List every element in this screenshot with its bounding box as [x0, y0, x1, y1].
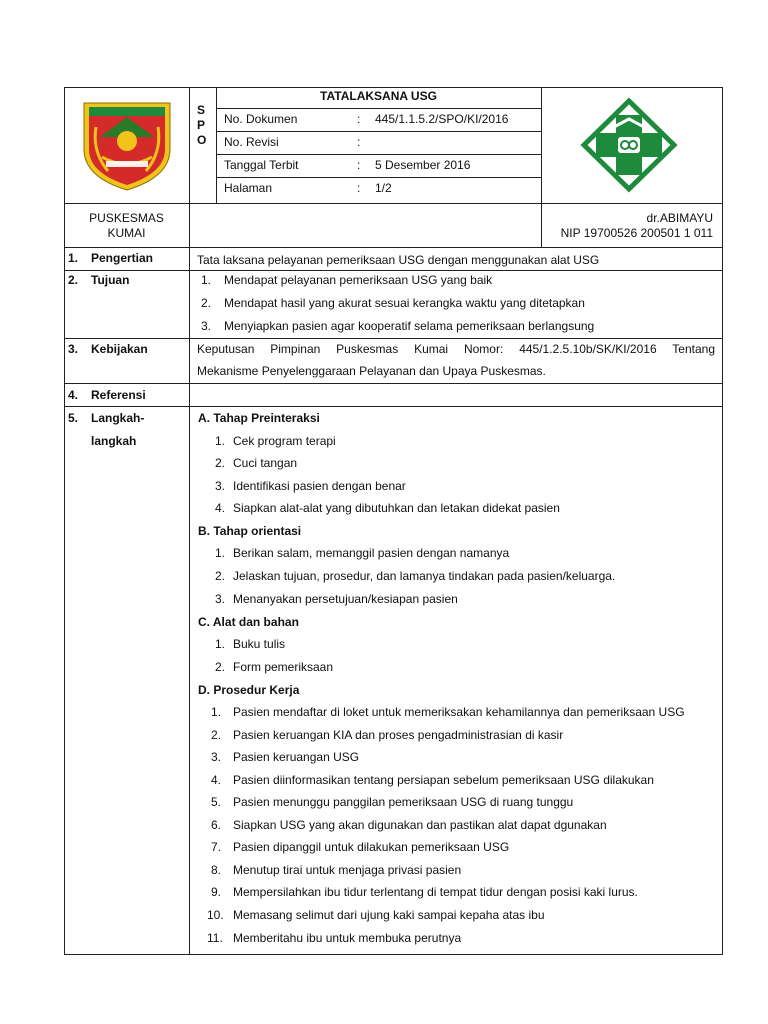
- list-item-num: 5.: [211, 795, 222, 809]
- kebijakan-num: 3.: [68, 342, 79, 356]
- list-item-text: Pasien dipanggil untuk dilakukan pemeriksaan USG: [233, 840, 510, 854]
- terbit-value: 5 Desember 2016: [375, 158, 471, 172]
- row-line-header-bottom: [64, 203, 723, 204]
- list-item-num: 1.: [211, 705, 222, 719]
- tujuan-item-num: 2.: [201, 296, 212, 310]
- group-c-title: C. Alat dan bahan: [198, 615, 299, 629]
- list-item-text: Siapkan alat-alat yang dibutuhkan dan letakan didekat pasien: [233, 501, 560, 515]
- list-item-text: Cek program terapi: [233, 434, 336, 448]
- list-item-text: Pasien keruangan USG: [233, 750, 360, 764]
- list-item-text: Mempersilahkan ibu tidur terlentang di tempat tidur dengan posisi kaki lurus.: [233, 885, 638, 899]
- list-item-num: 4.: [215, 501, 226, 515]
- tujuan-label: Tujuan: [91, 273, 130, 287]
- list-item-text: Memasang selimut dari ujung kaki sampai kepaha atas ibu: [233, 908, 545, 922]
- halaman-colon: :: [357, 181, 361, 195]
- puskesmas-logo: [578, 97, 680, 193]
- divider-spo-column: [216, 87, 217, 203]
- org-name-line1: PUSKESMAS: [89, 211, 164, 225]
- list-item-text: Pasien diinformasikan tentang persiapan sebelum pemeriksaan USG dilakukan: [233, 773, 654, 787]
- list-item-num: 1.: [215, 637, 226, 651]
- tujuan-item-num: 3.: [201, 319, 212, 333]
- langkah-label-line1: Langkah-: [91, 411, 145, 425]
- pengertian-text: Tata laksana pelayanan pemeriksaan USG dengan menggunakan alat USG: [197, 253, 600, 267]
- list-item-num: 3.: [215, 479, 226, 493]
- list-item-num: 9.: [211, 885, 222, 899]
- spo-letter-s: S: [197, 103, 206, 117]
- spo-letter-p: P: [197, 118, 206, 132]
- group-b-title: B. Tahap orientasi: [198, 524, 302, 538]
- spo-letter-o: O: [197, 133, 207, 147]
- row-line-title: [216, 108, 541, 109]
- org-name-line2: KUMAI: [107, 226, 146, 240]
- tujuan-item-text: Mendapat pelayanan pemeriksaan USG yang baik: [224, 273, 493, 287]
- regency-crest-logo: [78, 97, 176, 193]
- list-item-num: 2.: [215, 660, 226, 674]
- row-line-kebijakan-bottom: [64, 383, 723, 384]
- table-border-bottom: [64, 954, 723, 955]
- referensi-label: Referensi: [91, 388, 146, 402]
- list-item-text: Pasien keruangan KIA dan proses pengadministrasian di kasir: [233, 728, 564, 742]
- group-d-title: D. Prosedur Kerja: [198, 683, 300, 697]
- row-line-tujuan-bottom: [64, 338, 723, 339]
- list-item-text: Menanyakan persetujuan/kesiapan pasien: [233, 592, 458, 606]
- row-line-pengertian-bottom: [64, 270, 723, 271]
- list-item-text: Identifikasi pasien dengan benar: [233, 479, 406, 493]
- tujuan-item-num: 1.: [201, 273, 212, 287]
- terbit-label: Tanggal Terbit: [224, 158, 299, 172]
- signer-nip: NIP 19700526 200501 1 011: [560, 226, 713, 240]
- revisi-colon: :: [357, 135, 361, 149]
- row-line-dokumen: [216, 131, 541, 132]
- row-line-revisi: [216, 154, 541, 155]
- list-item-text: Jelaskan tujuan, prosedur, dan lamanya tindakan pada pasien/keluarga.: [233, 569, 616, 583]
- list-item-text: Memberitahu ibu untuk membuka perutnya: [233, 931, 462, 945]
- kebijakan-label: Kebijakan: [91, 342, 148, 356]
- revisi-label: No. Revisi: [224, 135, 279, 149]
- list-item-text: Pasien menunggu panggilan pemeriksaan USG di ruang tunggu: [233, 795, 574, 809]
- document-title: TATALAKSANA USG: [320, 89, 437, 103]
- list-item-num: 2.: [211, 728, 222, 742]
- list-item-num: 6.: [211, 818, 222, 832]
- dokumen-colon: :: [357, 112, 361, 126]
- list-item-num: 10.: [207, 908, 224, 922]
- list-item-num: 3.: [215, 592, 226, 606]
- pengertian-num: 1.: [68, 251, 79, 265]
- pengertian-label: Pengertian: [91, 251, 154, 265]
- referensi-num: 4.: [68, 388, 79, 402]
- list-item-num: 8.: [211, 863, 222, 877]
- terbit-colon: :: [357, 158, 361, 172]
- halaman-value: 1/2: [375, 181, 392, 195]
- list-item-text: Buku tulis: [233, 637, 286, 651]
- list-item-num: 4.: [211, 773, 222, 787]
- list-item-num: 2.: [215, 456, 226, 470]
- list-item-text: Pasien mendaftar di loket untuk memeriksakan kehamilannya dan pemeriksaan USG: [233, 705, 685, 719]
- halaman-label: Halaman: [224, 181, 273, 195]
- row-line-terbit: [216, 177, 541, 178]
- kebijakan-text-line1: Keputusan Pimpinan Puskesmas Kumai Nomor: 445/1.2.5.10b/SK/KI/2016 Tentang: [197, 342, 715, 356]
- table-border-right: [722, 87, 723, 955]
- list-item-text: Menutup tirai untuk menjaga privasi pasien: [233, 863, 462, 877]
- list-item-num: 1.: [215, 434, 226, 448]
- group-a-title: A. Tahap Preinteraksi: [198, 411, 320, 425]
- row-line-referensi-bottom: [64, 406, 723, 407]
- dokumen-label: No. Dokumen: [224, 112, 298, 126]
- tujuan-num: 2.: [68, 273, 79, 287]
- puskesmas-cross-icon: [578, 97, 680, 193]
- list-item-text: Berikan salam, memanggil pasien dengan namanya: [233, 546, 510, 560]
- langkah-label-line2: langkah: [91, 434, 137, 448]
- crest-emblem-icon: [78, 97, 176, 193]
- row-line-sign-bottom: [64, 247, 723, 248]
- list-item-num: 2.: [215, 569, 226, 583]
- kebijakan-text-line2: Mekanisme Penyelenggaraan Pelayanan dan Upaya Puskesmas.: [197, 364, 546, 378]
- dokumen-value: 445/1.1.5.2/SPO/KI/2016: [375, 112, 509, 126]
- signer-name: dr.ABIMAYU: [646, 211, 713, 225]
- divider-label-column: [189, 87, 190, 955]
- tujuan-item-text: Menyiapkan pasien agar kooperatif selama pemeriksaan berlangsung: [224, 319, 595, 333]
- list-item-text: Form pemeriksaan: [233, 660, 334, 674]
- langkah-num: 5.: [68, 411, 79, 425]
- list-item-num: 7.: [211, 840, 222, 854]
- list-item-num: 1.: [215, 546, 226, 560]
- list-item-num: 3.: [211, 750, 222, 764]
- list-item-text: Cuci tangan: [233, 456, 298, 470]
- list-item-num: 11.: [207, 931, 223, 945]
- list-item-text: Siapkan USG yang akan digunakan dan pastikan alat dapat dgunakan: [233, 818, 607, 832]
- tujuan-item-text: Mendapat hasil yang akurat sesuai kerangka waktu yang ditetapkan: [224, 296, 585, 310]
